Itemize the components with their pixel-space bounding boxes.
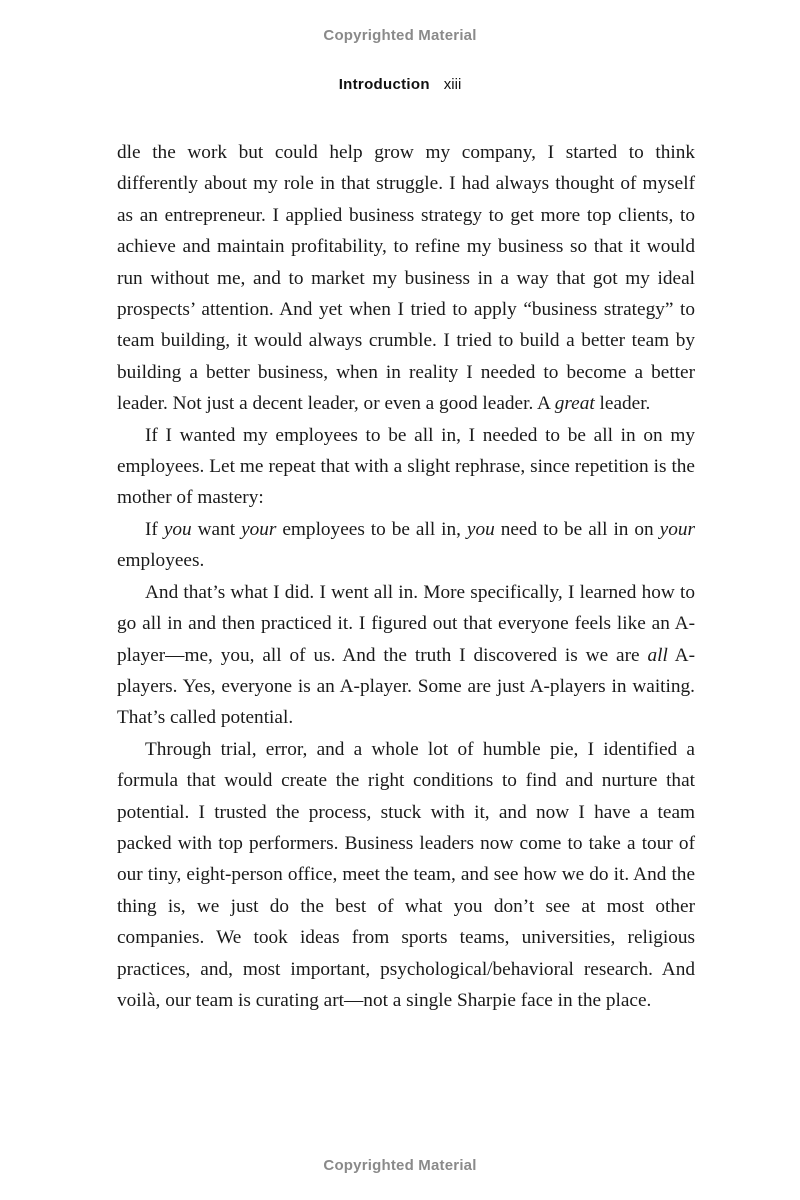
emphasis-text: all: [647, 644, 668, 666]
paragraph: [117, 734, 695, 1017]
emphasis-text: your: [659, 518, 695, 540]
paragraph: [117, 420, 695, 514]
text-run: A-players. Yes, everyone is an A-player. Some are just A-players in waiting. That’s called potential.: [117, 644, 695, 729]
emphasis-text: your: [241, 518, 277, 540]
text-run: dle the work but could help grow my company, I started to think differently about my role in that struggle. I had always thought of myself as an entrepreneur. I applied business strategy to get more top clients, to achieve and maintain profitability, to refine my business so that it would run without me, and to market my business in a way that got my ideal prospects’ attention. And yet when I tried to apply “business strategy” to team building, it would always crumble. I tried to build a better team by building a better business, when in reality I needed to become a better leader. Not just a decent leader, or even a good leader. A: [117, 142, 695, 415]
text-run: And that’s what I did. I went all in. More specifically, I learned how to go all in and then practiced it. I figured out that everyone feels like an A-player—me, you, all of us. And the truth I discovered is we are: [117, 581, 695, 666]
text-run: Through trial, error, and a whole lot of humble pie, I identified a formula that would create the right conditions to find and nurture that potential. I trusted the process, stuck with it, and now I have a team packed with top performers. Business leaders now come to take a tour of our tiny, eight-person office, meet the team, and see how we do it. And the thing is, we just do the best of what you don’t see at most other companies. We took ideas from sports teams, universities, religious practices, and, most important, psychological/behavioral research. And voilà, our team is curating art—not a single Sharpie face in the place.: [117, 738, 695, 1011]
paragraph: [117, 137, 695, 420]
page-number: xiii: [443, 76, 462, 93]
emphasis-text: you: [163, 518, 192, 540]
text-run: If I wanted my employees to be all in, I needed to be all in on my employees. Let me repeat that with a slight rephrase, since repetition is the mother of mastery:: [117, 424, 695, 509]
section-title: Introduction: [338, 76, 430, 93]
text-run: If: [145, 518, 164, 540]
emphasis-text: you: [466, 518, 495, 540]
text-run: employees to be all in,: [276, 518, 467, 540]
text-run: leader.: [594, 393, 651, 415]
text-run: employees.: [117, 550, 205, 572]
paragraph: [117, 514, 695, 577]
running-head: [0, 76, 800, 93]
copyright-watermark-top: Copyrighted Material: [323, 27, 477, 44]
body-text: [117, 137, 695, 1016]
copyright-watermark-bottom: Copyrighted Material: [323, 1157, 477, 1174]
text-run: want: [191, 518, 242, 540]
paragraph: [117, 577, 695, 734]
emphasis-text: great: [554, 393, 595, 415]
text-run: need to be all in on: [494, 518, 660, 540]
